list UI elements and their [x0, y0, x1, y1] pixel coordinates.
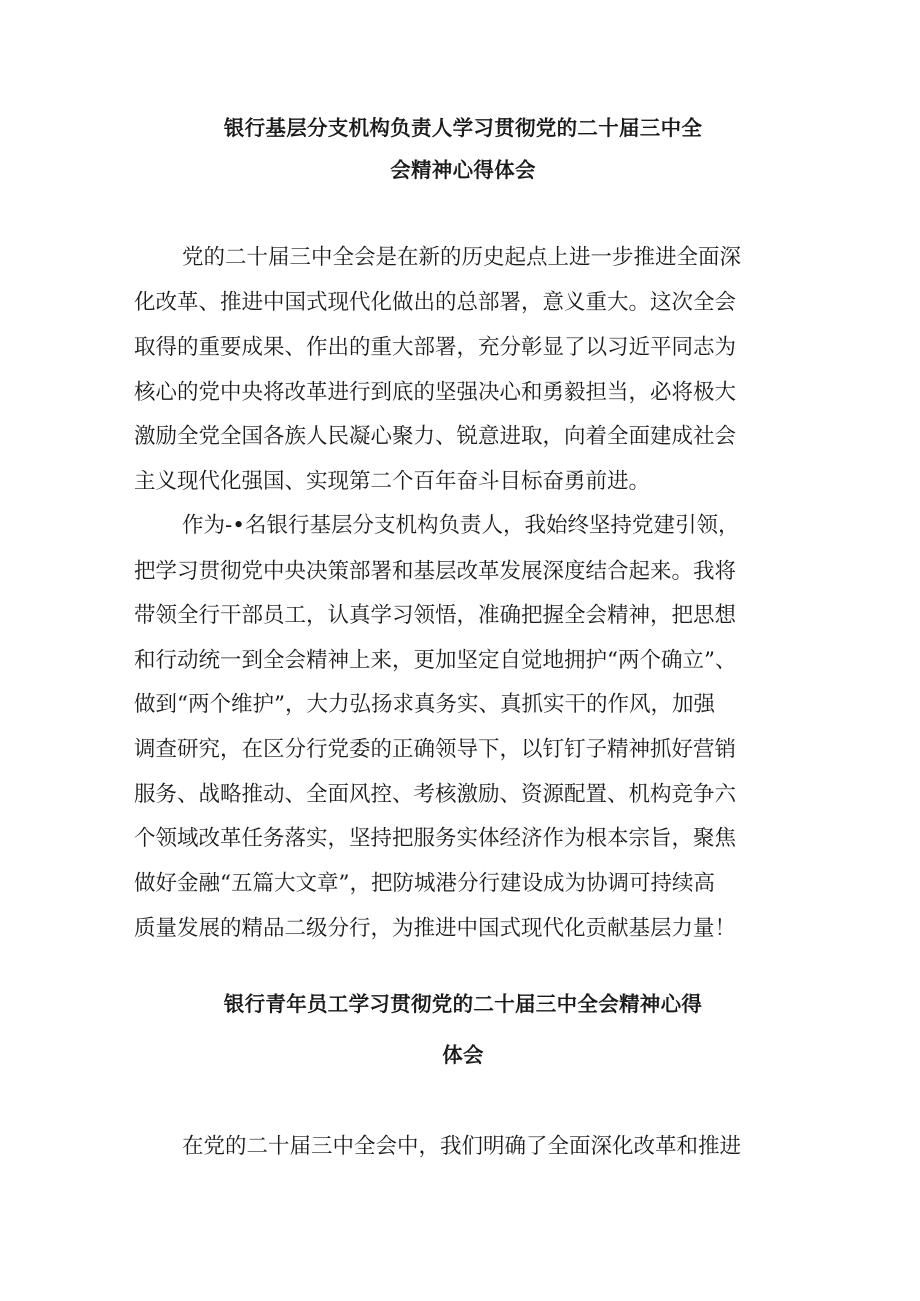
article2-title-line-2: 体会 — [442, 1043, 484, 1067]
article1-p2-line-9: 做好金融“五篇大文章”，把防城港分行建设成为协调可持续高 — [134, 871, 715, 896]
article1-p2-line-6: 调查研究，在区分行党委的正确领导下，以钉钉子精神抓好营销 — [134, 737, 737, 762]
article1-p2-line-1: 作为-•名银行基层分支机构负责人，我始终坚持党建引领， — [182, 513, 740, 538]
article1-p2-line-3: 带领全行干部员工，认真学习领悟，准确把握全会精神，把思想 — [134, 603, 737, 628]
article1-p2-line-4: 和行动统一到全会精神上来，更加坚定自觉地拥护“两个确立”、 — [134, 648, 737, 673]
article1-p1-line-1: 党的二十届三中全会是在新的历史起点上进一步推进全面深 — [182, 245, 742, 270]
article1-p2-line-5: 做到“两个维护”，大力弘扬求真务实、真抓实干的作风，加强 — [134, 692, 715, 717]
article1-p1-line-5: 激励全党全国各族人民凝心聚力、锐意进取，向着全面建成社会 — [134, 424, 737, 449]
article1-p2-line-7: 服务、战略推动、全面风控、考核激励、资源配置、机构竞争六 — [134, 782, 737, 807]
article1-p2-line-10: 质量发展的精品二级分行，为推进中国式现代化贡献基层力量！ — [134, 916, 737, 941]
article1-p2-line-8: 个领域改革任务落实，坚持把服务实体经济作为根本宗旨，聚焦 — [134, 826, 737, 851]
article1-title-line-1: 银行基层分支机构负责人学习贯彻党的二十届三中全 — [223, 116, 703, 140]
article1-p2-line-2: 把学习贯彻党中央决策部署和基层改革发展深度结合起来。我将 — [134, 559, 737, 584]
article1-p1-line-3: 取得的重要成果、作出的重大部署，充分彰显了以习近平同志为 — [134, 335, 737, 360]
article1-p1-line-4: 核心的党中央将改革进行到底的坚强决心和勇毅担当，必将极大 — [134, 380, 737, 405]
article1-p1-line-6: 主义现代化强国、实现第二个百年奋斗目标奋勇前进。 — [134, 469, 651, 494]
article1-p1-line-2: 化改革、推进中国式现代化做出的总部署，意义重大。这次全会 — [134, 290, 737, 315]
article2-p1-line-1: 在党的二十届三中全会中，我们明确了全面深化改革和推进 — [182, 1134, 742, 1159]
article2-title-line-1: 银行青年员工学习贯彻党的二十届三中全会精神心得 — [223, 992, 703, 1016]
article1-title-line-2: 会精神心得体会 — [390, 158, 536, 182]
